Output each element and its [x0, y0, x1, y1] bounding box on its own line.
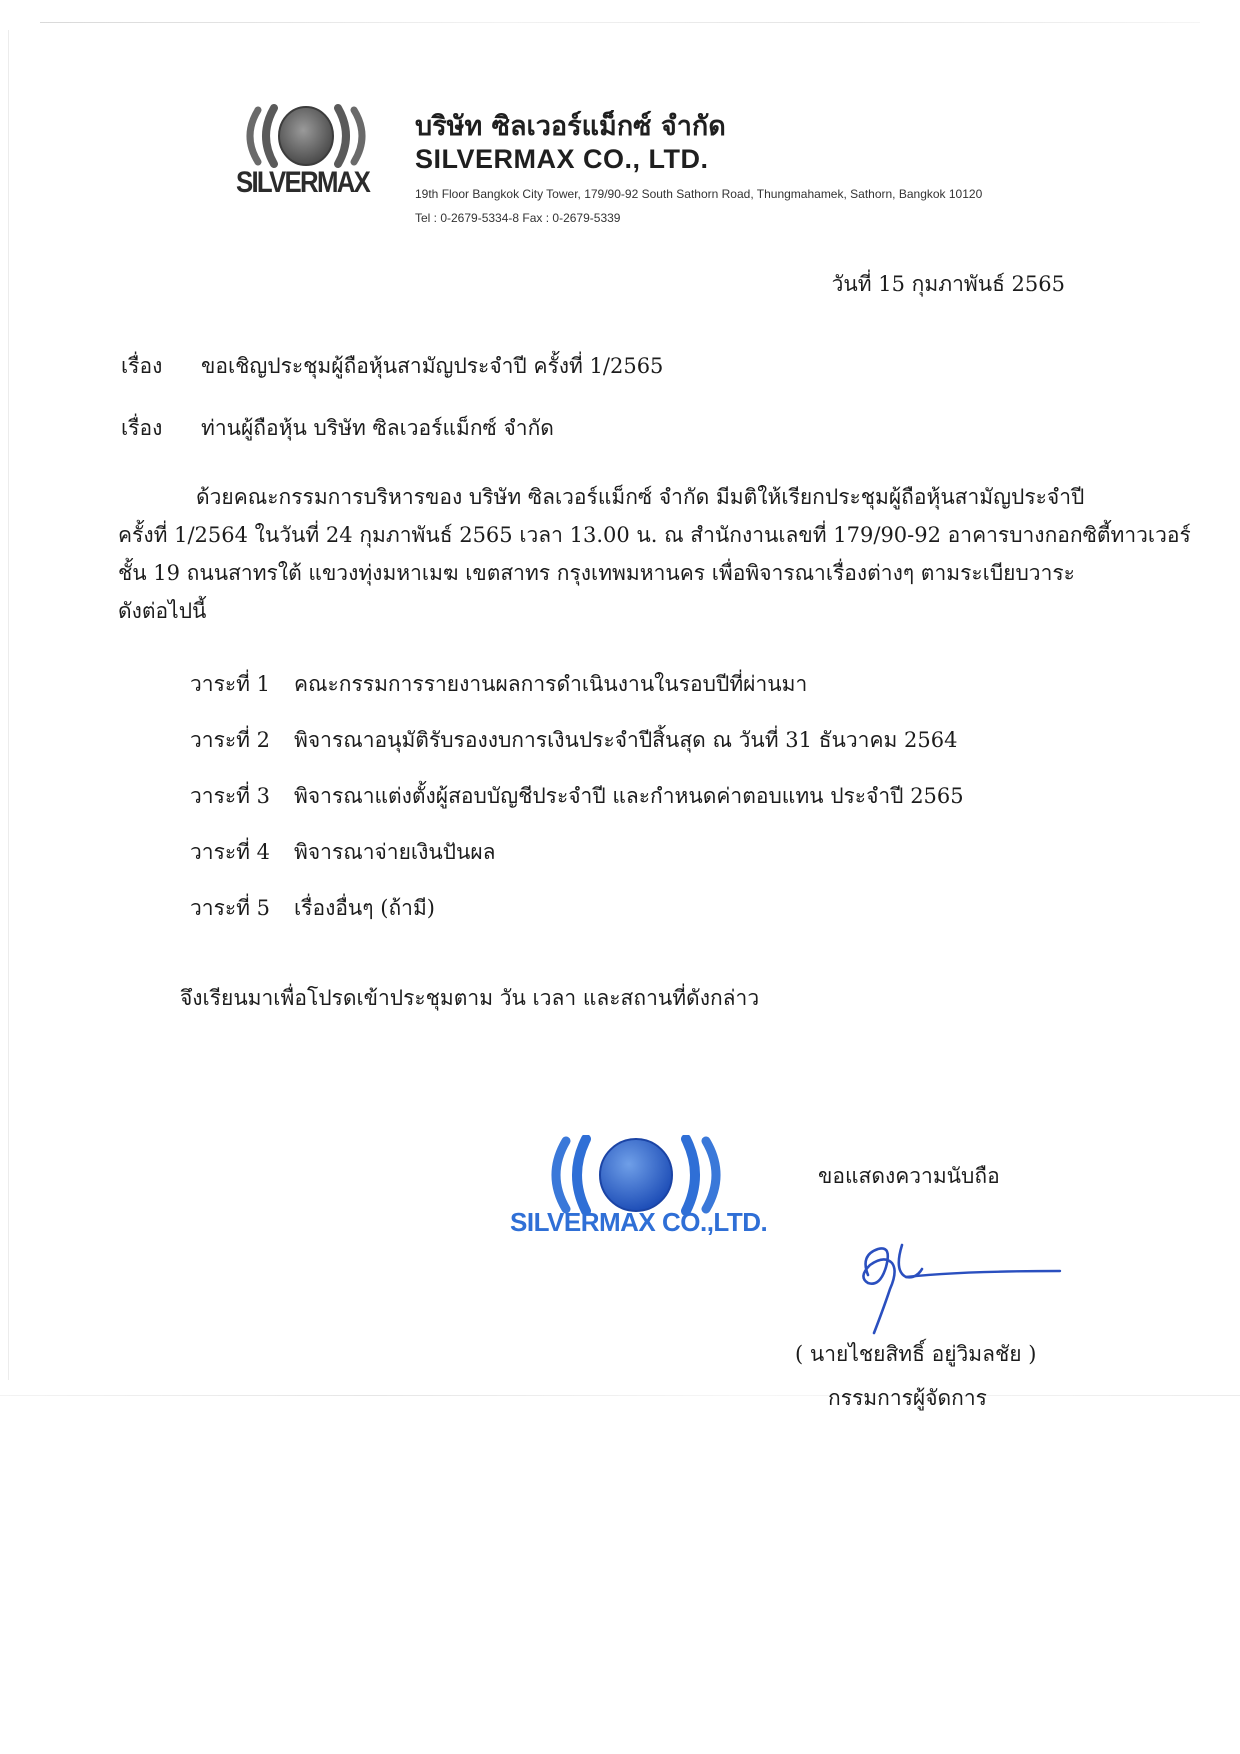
signer-title: กรรมการผู้จัดการ [828, 1386, 987, 1410]
signer-name: ( นายไชยสิทธิ์ อยู่วิมลชัย ) [795, 1342, 1037, 1366]
agenda-item [190, 724, 1090, 780]
agenda-item [190, 780, 1090, 836]
agenda-item [190, 836, 1090, 892]
recipient-line [121, 412, 554, 445]
recipient-text: ท่านผู้ถือหุ้น บริษัท ซิลเวอร์แม็กซ์ จำกัด [201, 416, 554, 440]
scan-artifact-left [8, 30, 9, 1380]
company-name-english: SILVERMAX CO., LTD. [415, 144, 709, 174]
logo-wordmark: SILVERMAX [236, 166, 370, 199]
body-line: ครั้งที่ 1/2564 ในวันที่ 24 กุมภาพันธ์ 2565 เวลา 13.00 น. ณ สำนักงานเลขที่ 179/90-92 อาคารบางกอกซิตี้ทาวเวอร์ [118, 523, 1191, 547]
body-line: ชั้น 19 ถนนสาทรใต้ แขวงทุ่งมหาเมฆ เขตสาทร กรุงเทพมหานคร เพื่อพิจารณาเรื่องต่างๆ ตามระเบียบวาระ [118, 561, 1075, 585]
scan-artifact-top [40, 22, 1200, 23]
company-logo [236, 100, 376, 205]
body-paragraph [118, 478, 1191, 630]
company-contact: Tel : 0-2679-5334-8 Fax : 0-2679-5339 [415, 211, 621, 225]
company-name-thai: บริษัท ซิลเวอร์แม็กซ์ จำกัด [415, 111, 726, 142]
stamp-globe-icon [510, 1135, 780, 1215]
handwritten-signature [840, 1215, 1070, 1345]
closing-sentence: จึงเรียนมาเพื่อโปรดเข้าประชุมตาม วัน เวลา และสถานที่ดังกล่าว [180, 986, 760, 1010]
recipient-label: เรื่อง [121, 416, 163, 440]
agenda-label: วาระที่ 4 [190, 840, 271, 864]
stamp-wordmark: SILVERMAX CO.,LTD. [510, 1207, 768, 1237]
logo-globe-icon [236, 100, 376, 170]
regards-text: ขอแสดงความนับถือ [818, 1164, 1000, 1188]
agenda-text: พิจารณาอนุมัติรับรองงบการเงินประจำปีสิ้นสุด ณ วันที่ 31 ธันวาคม 2564 [294, 728, 958, 752]
agenda-text: เรื่องอื่นๆ (ถ้ามี) [294, 896, 435, 920]
company-stamp [510, 1135, 780, 1245]
subject-text: ขอเชิญประชุมผู้ถือหุ้นสามัญประจำปี ครั้งที่ 1/2565 [201, 354, 664, 378]
agenda-text: คณะกรรมการรายงานผลการดำเนินงานในรอบปีที่ผ่านมา [294, 672, 808, 696]
subject-line [121, 350, 663, 383]
agenda-label: วาระที่ 2 [190, 728, 271, 752]
body-line: ดังต่อไปนี้ [118, 599, 207, 623]
company-address: 19th Floor Bangkok City Tower, 179/90-92 South Sathorn Road, Thungmahamek, Sathorn, Bangkok 10120 [415, 187, 983, 201]
agenda-list [190, 668, 1090, 948]
agenda-label: วาระที่ 3 [190, 784, 271, 808]
agenda-text: พิจารณาจ่ายเงินปันผล [294, 840, 496, 864]
agenda-text: พิจารณาแต่งตั้งผู้สอบบัญชีประจำปี และกำหนดค่าตอบแทน ประจำปี 2565 [294, 784, 964, 808]
letter-date: วันที่ 15 กุมภาพันธ์ 2565 [831, 272, 1065, 296]
agenda-label: วาระที่ 1 [190, 672, 271, 696]
agenda-label: วาระที่ 5 [190, 896, 271, 920]
scan-artifact-middle [0, 1395, 1240, 1396]
body-line: ด้วยคณะกรรมการบริหารของ บริษัท ซิลเวอร์แม็กซ์ จำกัด มีมติให้เรียกประชุมผู้ถือหุ้นสามัญประจำปี [196, 485, 1085, 509]
agenda-item [190, 892, 1090, 948]
subject-label: เรื่อง [121, 354, 163, 378]
agenda-item [190, 668, 1090, 724]
